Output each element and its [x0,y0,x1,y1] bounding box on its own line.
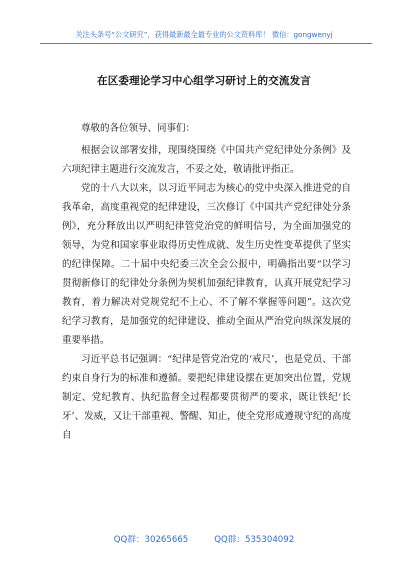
paragraph-3: 习近平总书记强调：“纪律是管党治党的‘戒尺’，也是党员、干部约束自身行为的标准和遵循。要把纪律建设摆在更加突出位置，党规制定、党纪教育、执纪监督全过程都要贯彻严的要求，既让铁纪‘长牙’、发威，又让干部重视、警醒、知止，使全党形成遵规守纪的高度自 [62,354,351,441]
header-promo-text: 关注头条号“公文研究”，获得最新最全最专业的公文资料库！ 微信：gongwenyj [75,30,333,39]
footer-contacts [0,533,408,545]
footer-qq-group-1: QQ群：30265665 [113,535,189,545]
header-divider [40,43,372,44]
document-title: 在区委理论学习中心组学习研讨上的交流发言 [97,75,311,87]
paragraph-2: 党的十八大以来，以习近平同志为核心的党中央深入推进党的自我革命，高度重视党的纪律建设，三次修订《中国共产党纪律处分条例》，充分释放出以严明纪律管党治党的鲜明信号，为全面加强党的领导，为党和国家事业取得历史性成就、发生历史性变革提供了坚实的纪律保障。二十届中央纪委三次全会公报中，明确指出要“以学习贯彻新修订的纪律处分条例为契机加强纪律教育，认真开展党纪学习教育，着力解决对党规党纪不上心、不了解不掌握等问题”。这次党纪学习教育，是加强党的纪律建设、推动全面从严治党向纵深发展的重要举措。 [62,183,351,346]
footer-qq-group-2: QQ群：535304092 [214,535,295,545]
paragraph-1: 根据会议部署安排，现围绕围绕《中国共产党纪律处分条例》及六项纪律主题进行交流发言，不妥之处，敬请批评指正。 [62,145,351,175]
greeting: 尊敬的各位领导、同事们： [81,123,196,134]
document-body [62,119,351,445]
